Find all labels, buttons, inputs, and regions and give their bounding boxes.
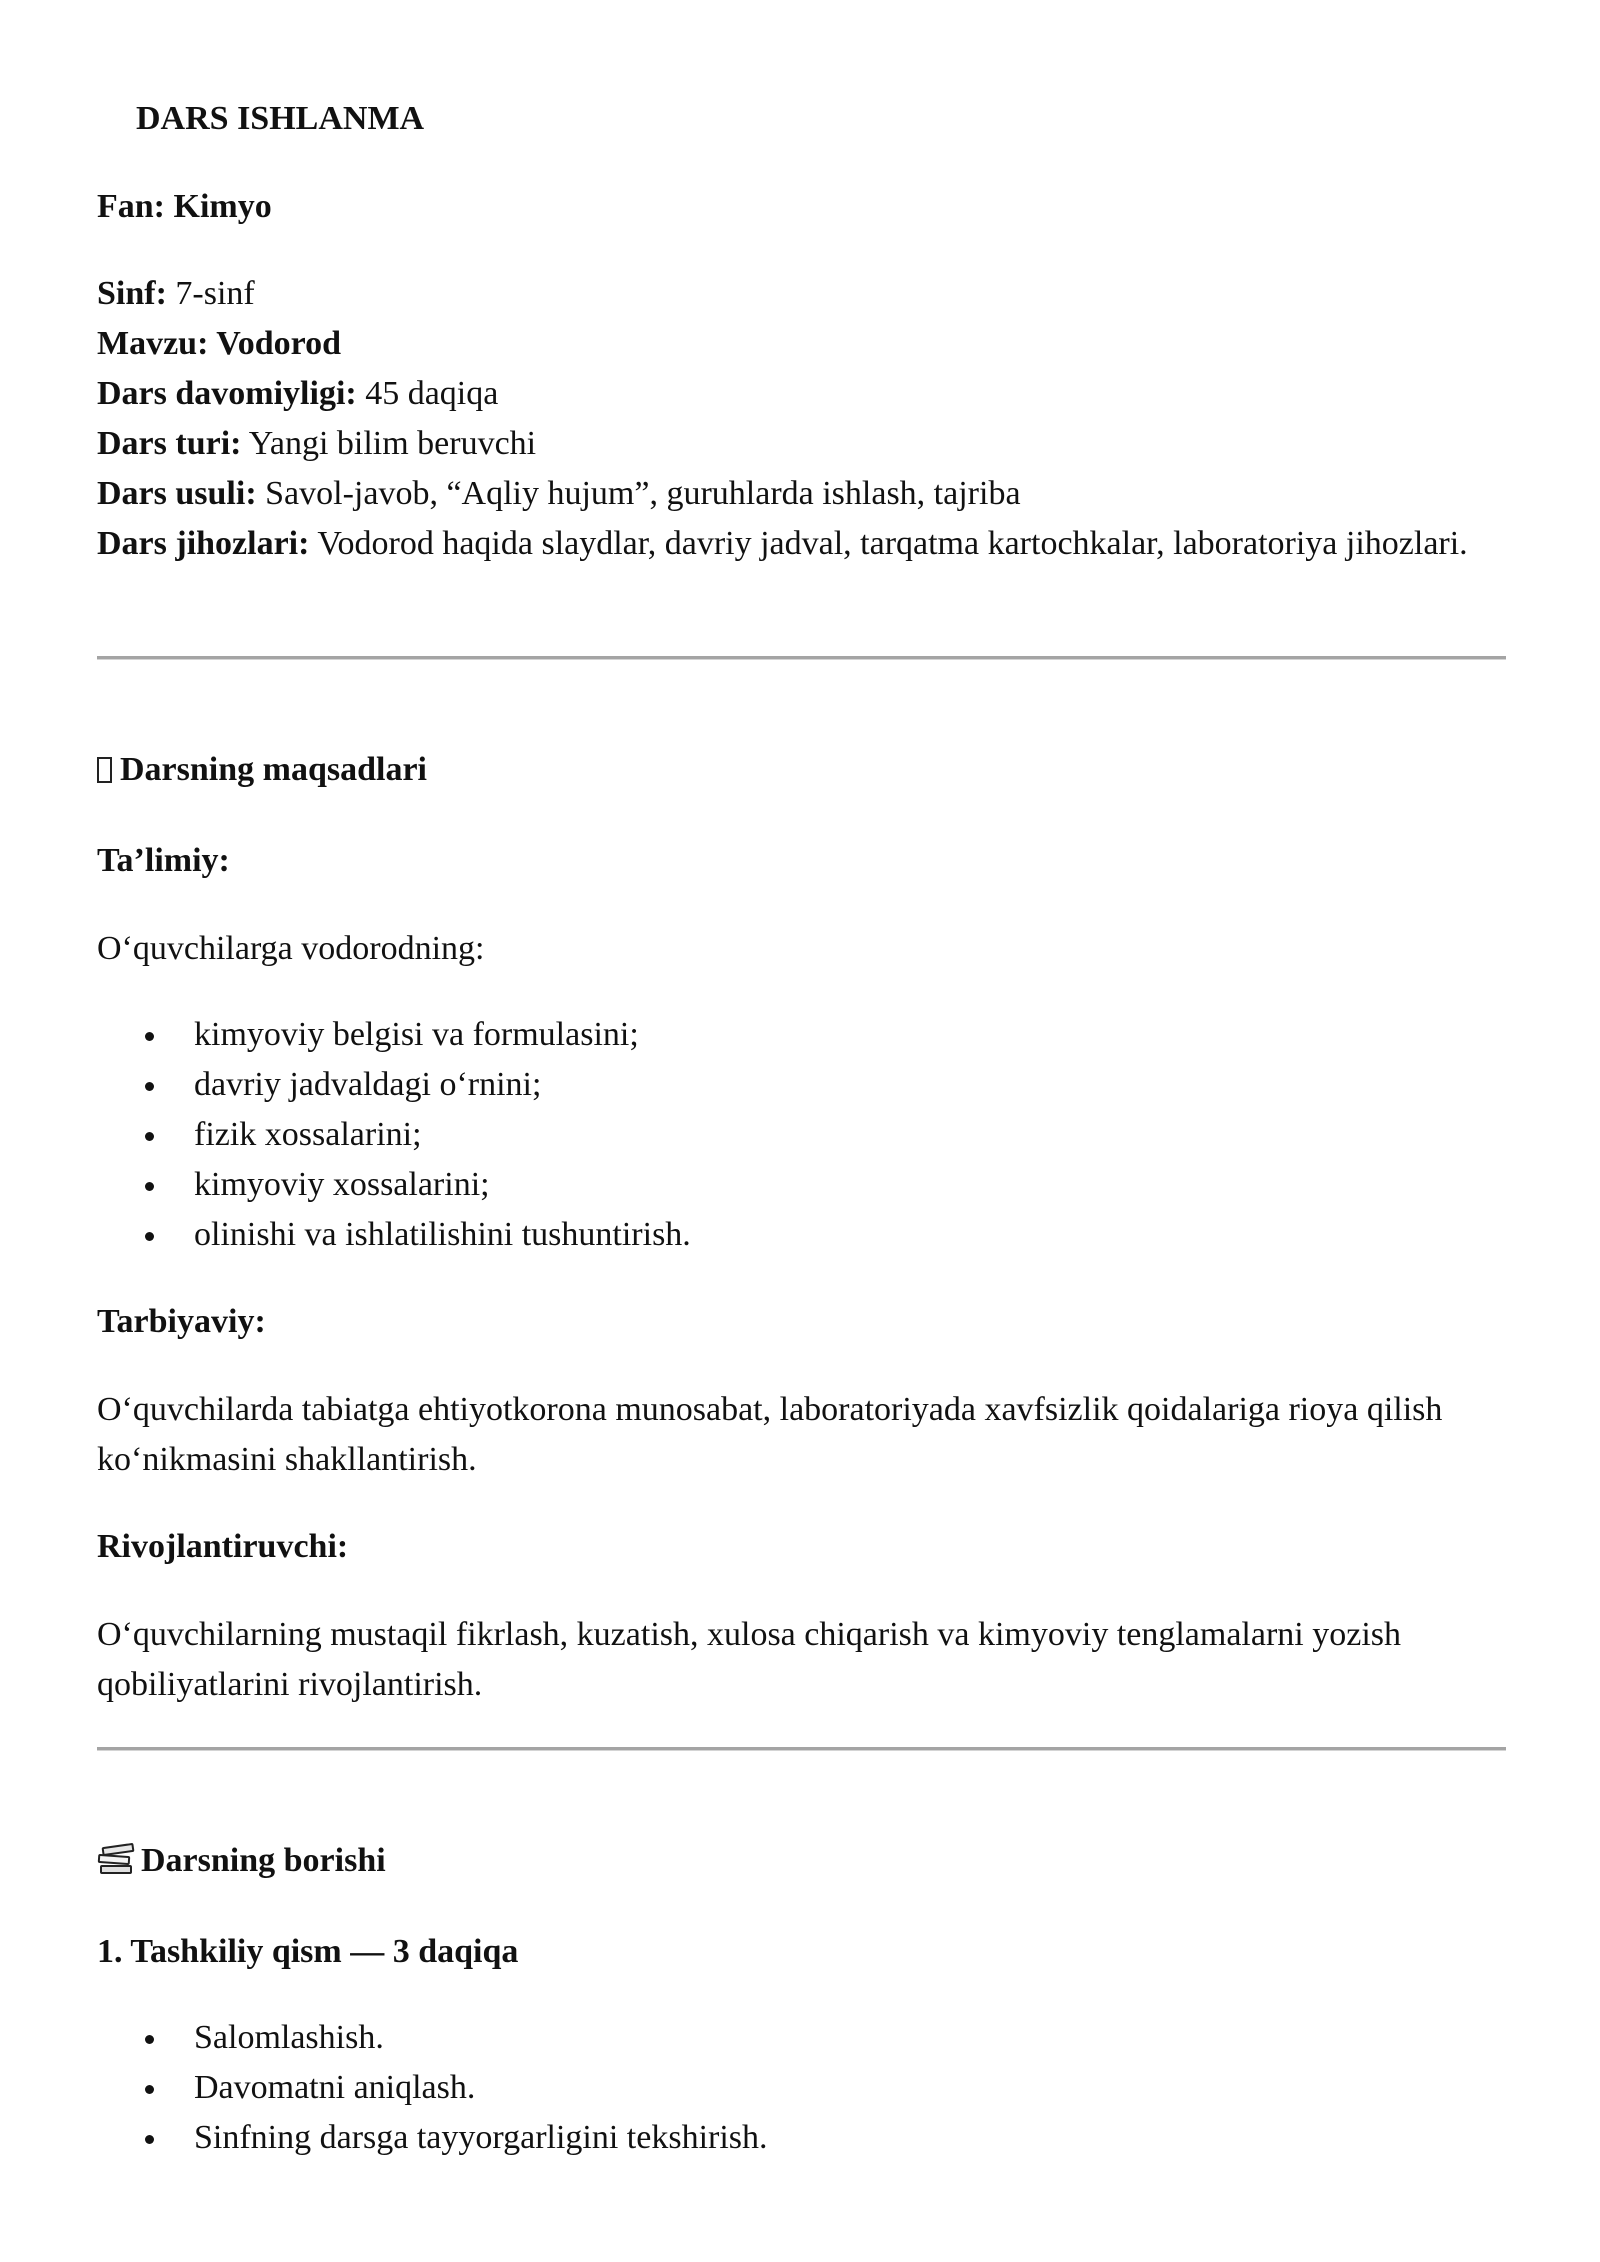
lesson-type-line — [97, 419, 536, 469]
goals-heading — [97, 745, 427, 795]
list-item: kimyoviy xossalarini; — [97, 1160, 691, 1210]
method-value: Savol-javob, “Aqliy hujum”, guruhlarda ishlash, tajriba — [256, 475, 1021, 512]
equipment-paragraph — [97, 519, 1507, 569]
organizational-list — [97, 2013, 768, 2163]
list-item: fizik xossalarini; — [97, 1110, 691, 1160]
list-item: Salomlashish. — [97, 2013, 768, 2063]
upbringing-heading: Tarbiyaviy: — [97, 1303, 266, 1340]
lesson-type-value: Yangi bilim beruvchi — [241, 425, 537, 462]
educational-heading: Ta’limiy: — [97, 842, 230, 879]
goals-heading-text: Darsning maqsadlari — [120, 751, 427, 788]
duration-value: 45 daqiqa — [356, 375, 499, 412]
subject-line: Fan: Kimyo — [97, 188, 272, 225]
progress-heading — [97, 1836, 386, 1886]
method-label: Dars usuli: — [97, 475, 257, 512]
list-item: davriy jadvaldagi o‘rnini; — [97, 1060, 691, 1110]
duration-label: Dars davomiyligi: — [97, 375, 357, 412]
duration-line — [97, 369, 498, 419]
method-line — [97, 469, 1021, 519]
organizational-part-heading: 1. Tashkiliy qism — 3 daqiqa — [97, 1933, 519, 1970]
lesson-type-label: Dars turi: — [97, 425, 242, 462]
grade-label: Sinf: — [97, 275, 167, 312]
developmental-heading: Rivojlantiruvchi: — [97, 1528, 349, 1565]
horizontal-divider — [97, 656, 1506, 660]
missing-glyph-icon — [97, 745, 112, 795]
grade-value: 7-sinf — [166, 275, 255, 312]
list-item: olinishi va ishlatilishini tushuntirish. — [97, 1210, 691, 1260]
horizontal-divider — [97, 1747, 1506, 1751]
educational-list — [97, 1010, 691, 1260]
progress-heading-text: Darsning borishi — [141, 1842, 386, 1879]
topic-line: Mavzu: Vodorod — [97, 325, 342, 362]
developmental-text: O‘quvchilarning mustaqil fikrlash, kuzatish, xulosa chiqarish va kimyoviy tenglamalarni yozish qobiliyatlarini rivojlantirish. — [97, 1616, 1402, 1703]
list-item: Sinfning darsga tayyorgarligini tekshirish. — [97, 2113, 768, 2163]
equipment-value: Vodorod haqida slaydlar, davriy jadval, tarqatma kartochkalar, laboratoriya jihozlari. — [309, 525, 1468, 562]
upbringing-text: O‘quvchilarda tabiatga ehtiyotkorona munosabat, laboratoriyada xavfsizlik qoidalariga rioya qilish ko‘nikmasini shakllantirish. — [97, 1391, 1443, 1478]
document-title: DARS ISHLANMA — [136, 100, 425, 137]
list-item: Davomatni aniqlash. — [97, 2063, 768, 2113]
books-icon — [97, 1836, 133, 1886]
equipment-label: Dars jihozlari: — [97, 525, 310, 562]
list-item: kimyoviy belgisi va formulasini; — [97, 1010, 691, 1060]
educational-intro: O‘quvchilarga vodorodning: — [97, 930, 485, 967]
grade-line — [97, 269, 255, 319]
